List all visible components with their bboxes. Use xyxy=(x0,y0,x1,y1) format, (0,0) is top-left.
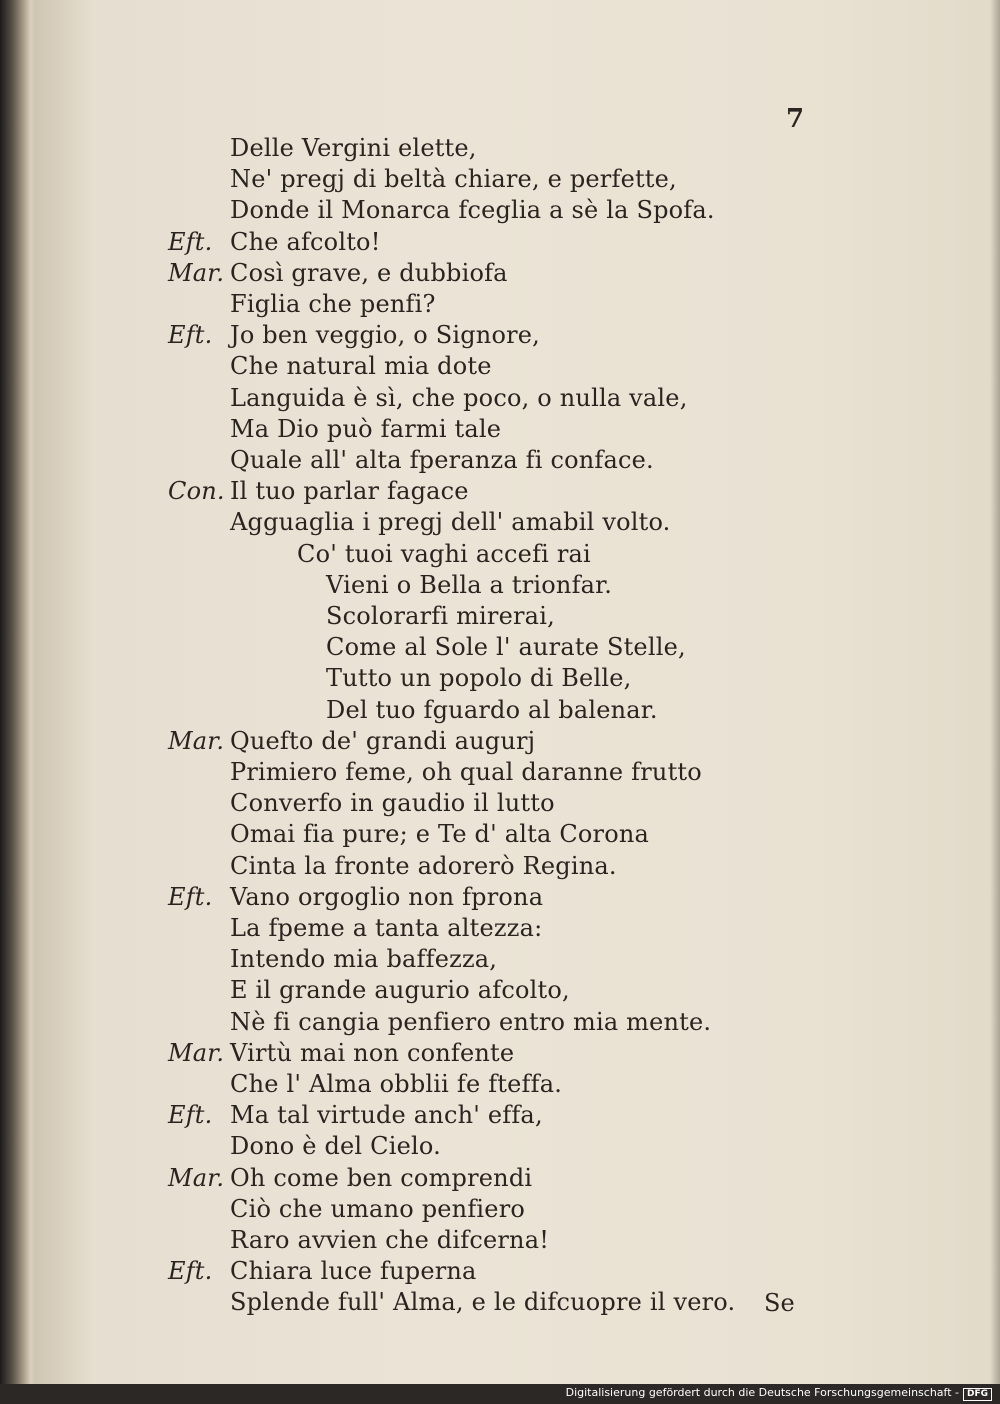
verse-line xyxy=(0,288,1000,320)
verse-line xyxy=(0,850,1000,882)
verse-line xyxy=(0,319,1000,351)
verse-line xyxy=(0,194,1000,226)
verse-text: Così grave, e dubbiofa xyxy=(230,258,508,287)
verse-text: Languida è sì, che poco, o nulla vale, xyxy=(230,383,688,412)
verse-text: Che afcolto! xyxy=(230,227,381,256)
verse-text: Donde il Monarca fceglia a sè la Spofa. xyxy=(230,196,715,225)
verse-text: Vano orgoglio non fprona xyxy=(230,882,544,911)
speaker-label: Con. xyxy=(168,477,225,506)
verse-line xyxy=(0,538,1000,570)
verse-line xyxy=(0,163,1000,195)
verse-text: Ma tal virtude anch' effa, xyxy=(230,1101,543,1130)
verse-text: Converfo in gaudio il lutto xyxy=(230,789,555,818)
verse-line xyxy=(0,974,1000,1006)
verse-text: Oh come ben comprendi xyxy=(230,1163,533,1192)
verse-line xyxy=(0,881,1000,913)
verse-text: Ne' pregj di beltà chiare, e perfette, xyxy=(230,165,677,194)
verse-text: Primiero feme, oh qual daranne frutto xyxy=(230,758,702,786)
verse-line xyxy=(0,1068,1000,1100)
verse-text: Raro avvien che difcerna! xyxy=(230,1226,550,1254)
speaker-label: Eft. xyxy=(168,321,213,350)
verse-line xyxy=(0,787,1000,819)
verse-line xyxy=(0,1193,1000,1225)
verse-line xyxy=(0,1224,1000,1256)
verse-line xyxy=(0,132,1000,164)
verse-line xyxy=(0,1099,1000,1131)
speaker-label: Eft. xyxy=(168,882,213,911)
verse-text: Delle Vergini elette, xyxy=(230,134,477,162)
speaker-label: Mar. xyxy=(168,1163,225,1192)
verse-text: Che l' Alma obblii fe fteffa. xyxy=(230,1070,563,1098)
verse-line xyxy=(0,1286,1000,1318)
verse-line xyxy=(0,725,1000,757)
verse-line xyxy=(0,1130,1000,1162)
verse-line xyxy=(0,257,1000,289)
page-number: 7 xyxy=(786,104,805,134)
speaker-label: Eft. xyxy=(168,1101,213,1130)
verse-line xyxy=(0,569,1000,601)
verse-text: Chiara luce fuperna xyxy=(230,1257,477,1286)
verse-line xyxy=(0,1006,1000,1038)
footer-credit-text: Digitalisierung gefördert durch die Deutsche Forschungsgemeinschaft - xyxy=(565,1386,959,1399)
speaker-label: Mar. xyxy=(168,726,225,755)
verse-text: Co' tuoi vaghi accefi rai xyxy=(297,539,591,568)
verse-line xyxy=(0,413,1000,445)
verse-text: Splende full' Alma, e le difcuopre il vero. xyxy=(230,1288,736,1317)
verse-line xyxy=(0,444,1000,476)
verse-line xyxy=(0,818,1000,850)
verse-text: Quefto de' grandi augurj xyxy=(230,726,536,755)
speaker-label: Eft. xyxy=(168,227,213,256)
verse-text: Il tuo parlar fagace xyxy=(230,477,469,506)
verse-text: Quale all' alta fperanza fi conface. xyxy=(230,446,654,474)
footer-credit xyxy=(566,1386,992,1401)
verse-text: E il grande augurio afcolto, xyxy=(230,976,570,1005)
verse-text: Ma Dio può farmi tale xyxy=(230,414,502,443)
speaker-label: Eft. xyxy=(168,1257,213,1286)
verse-line xyxy=(0,506,1000,538)
speaker-label: Mar. xyxy=(168,258,225,287)
verse-line xyxy=(0,943,1000,975)
verse-line xyxy=(0,694,1000,726)
verse-line xyxy=(0,662,1000,694)
verse-text: Jo ben veggio, o Signore, xyxy=(230,321,540,350)
verse-text: Virtù mai non confente xyxy=(230,1038,515,1067)
verse-line xyxy=(0,1162,1000,1194)
verse-text: Vieni o Bella a trionfar. xyxy=(326,570,613,599)
verse-text: Cinta la fronte adorerò Regina. xyxy=(230,851,617,880)
verse-line xyxy=(0,1037,1000,1069)
dfg-logo: DFG xyxy=(963,1388,992,1401)
verse-text: Che natural mia dote xyxy=(230,352,492,381)
verse-text: Tutto un popolo di Belle, xyxy=(326,664,632,693)
verse-line xyxy=(0,475,1000,507)
verse-text: Intendo mia baffezza, xyxy=(230,945,498,974)
verse-line xyxy=(0,912,1000,944)
verse-line xyxy=(0,756,1000,788)
verse-line xyxy=(0,226,1000,258)
verse-line xyxy=(0,1255,1000,1287)
verse-text: Ciò che umano penfiero xyxy=(230,1194,526,1223)
verse-line xyxy=(0,631,1000,663)
verse-text: Scolorarfi mirerai, xyxy=(326,602,555,630)
verse-line xyxy=(0,350,1000,382)
verse-line xyxy=(0,382,1000,414)
verse-text: Nè fi cangia penfiero entro mia mente. xyxy=(230,1007,712,1036)
verse-line xyxy=(0,600,1000,632)
verse-text: Agguaglia i pregj dell' amabil volto. xyxy=(230,508,671,537)
verse-text: La fpeme a tanta altezza: xyxy=(230,914,543,942)
verse-text: Come al Sole l' aurate Stelle, xyxy=(326,633,686,662)
verse-text: Omai fia pure; e Te d' alta Corona xyxy=(230,820,650,849)
verse-text: Figlia che penfi? xyxy=(230,290,436,318)
verse-text: Dono è del Cielo. xyxy=(230,1132,441,1161)
verse-text: Del tuo fguardo al balenar. xyxy=(326,695,658,724)
speaker-label: Mar. xyxy=(168,1038,225,1067)
catchword: Se xyxy=(764,1289,795,1317)
